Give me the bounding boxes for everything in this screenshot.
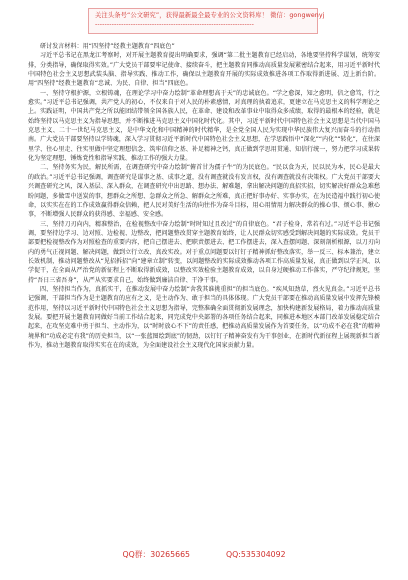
footer-qq-group: QQ群：30265665: [122, 550, 190, 559]
footer-qq: QQ:535304092: [226, 550, 286, 559]
footer-contact: [0, 549, 408, 561]
document-body: [28, 42, 380, 350]
paragraph-section-2: 二、坚持务实为民，解民所需，在调查研究中奋力绘制“俯首甘为孺子牛”的为民底色。“民以食为天，民以民为本，民心是最大的政治。”习近平总书记强调，调查研究是谋事之基、成事之道，没有调查就没有发言权，没有调查就没有决策权。广大党员干部要大兴调查研究之风，深入基层、深入群众，在调查研究中出思路、想办法、解难题，拿出解决问题的真招实招，切实解决好群众急难愁盼问题，多做雪中送炭的事，想群众之所想、急群众之所急、解群众之所难，真正把好事办好、实事办实，在为民造福中践行初心使命，以实实在在的工作成效赢得群众信赖，把人民对美好生活的向往作为奋斗目标，用心用情用力解决群众的操心事、烦心事、揪心事，不断增强人民群众的获得感、幸福感、安全感。: [28, 164, 380, 219]
paragraph-section-4: 四、坚持担当作为，真抓实干，在推动发展中奋力绘制“舍我其谁挑重担”的担当底色。“疾风知劲草，烈火见真金。”习近平总书记强调，干部担当作为是主题教育的应有之义，是主动作为、敢于担当的具体体现。广大党员干部要在推动高质量发展中发挥先锋模范作用，坚持以习近平新时代中国特色社会主义思想为指导，完整准确全面贯彻新发展理念，加快构建新发展格局，着力推动高质量发展。要把开展主题教育同做好当前工作结合起来，同完成党中央部署的各项任务结合起来，同推进本地区本部门改革发展稳定结合起来，在攻坚克难中勇于担当、主动作为，以“时时放心不下”的责任感，把推动高质量发展作为首要任务，以“功成不必在我”的精神境界和“功成必定有我”的历史担当，以“一张蓝图绘到底”的韧劲，以钉钉子精神奋发有为干事创业，在新时代新征程上展现新担当新作为，推动主题教育取得实实在在的成效，为全面建设社会主义现代化国家贡献力量。: [28, 285, 380, 349]
paragraph-intro: 习近平总书记在黑龙江考察时，对开展主题教育提出明确要求，强调“第二批主题教育已经启动，各地要坚持科学谋划，统筹安排，分类指导，确保取得实效。”广大党员干部要牢记使命、接续奋斗，把主题教育同推动高质量发展紧密结合起来，用习近平新时代中国特色社会主义思想武装头脑、指导实践、推动工作，确保以主题教育开展的实际成效推进各项工作取得新进展、迈上新台阶。用“四坚持”经教主题教育“忠诚、为民、自律、担当”四底色。: [28, 52, 380, 88]
paragraph-section-1: 一、坚持守根护源，立根铸魂，在理论学习中奋力绘制“革命理想高于天”的忠诚底色。“学之愈深，知之愈明，信之愈笃，行之愈实。”习近平总书记强调，共产党人的初心，不仅来自于对人民的朴素感情，对真理的执着追求，更建立在马克思主义的科学理论之上。实践证明，中国共产党之所以能团结带领全国各族人民，在革命、建设和改革事业中取得众多成绩，取得的最根本的经验，就是始终坚持以马克思主义为指导思想，并不断推进马克思主义中国化时代化。其中，习近平新时代中国特色社会主义思想是当代中国马克思主义、二十一世纪马克思主义，是中华文化和中国精神的时代精华，是全党全国人民为实现中华民族伟大复兴而奋斗的行动指南。广大党员干部要坚持以学铸魂，深入学习贯彻习近平新时代中国特色社会主义思想，在学思践悟中“深化”“内化”“转化”，在往深里学、往心里走、往实里做中坚定理想信念、筑牢信仰之基、补足精神之钙，真正做到学思用贯通、知信行统一，努力把学习成果转化为坚定理想、锤炼党性和指导实践、推动工作的强大力量。: [28, 89, 380, 163]
promo-banner-divider: -------------------------------------------------------------------: [95, 21, 254, 28]
document-title: 研讨发言材料：用“四坚持”经教主题教育“四底色”: [40, 43, 175, 50]
promo-banner: [88, 8, 325, 34]
promo-banner-text: 关注头条号“公文研究”，获得最新最全最专业的公文资料库！ 微信：gongwenyj: [95, 12, 325, 19]
paragraph-section-3: 三、坚持刀刃向内，精准整治，在检视整改中奋力绘制“时时知过且改过”的自律底色。“君子检身，常若有过。”习近平总书记强调，要坚持边学习、边对照、边检视、边整改，把问题整改贯穿主题教育始终，让人民群众切实感受到解决问题的实际成效。党员干部要把检视整改作为对照检查的重要内容，把自己摆进去、把职责摆进去、把工作摆进去，深入查摆问题、深刻剖析根源，以刀刃向内的勇气正视问题、解决问题，做到立行立改、真改实改。对于重点问题要以钉钉子精神抓好整改落实，举一反三、标本兼治，建立长效机制，推动问题整改从“见招拆招”向“建章立制”转变，以问题整改的实际成效推动各项工作高质量发展，真正做到以学正风、以学促干，在全面从严治党的新征程上不断取得新成效，以整改实效检验主题教育成效，以自身过硬推动工作落实，严守纪律规矩，坚持“吾日三省吾身”，从严从实要求自己，始终做到廉洁自律、干净干事。: [28, 220, 380, 284]
